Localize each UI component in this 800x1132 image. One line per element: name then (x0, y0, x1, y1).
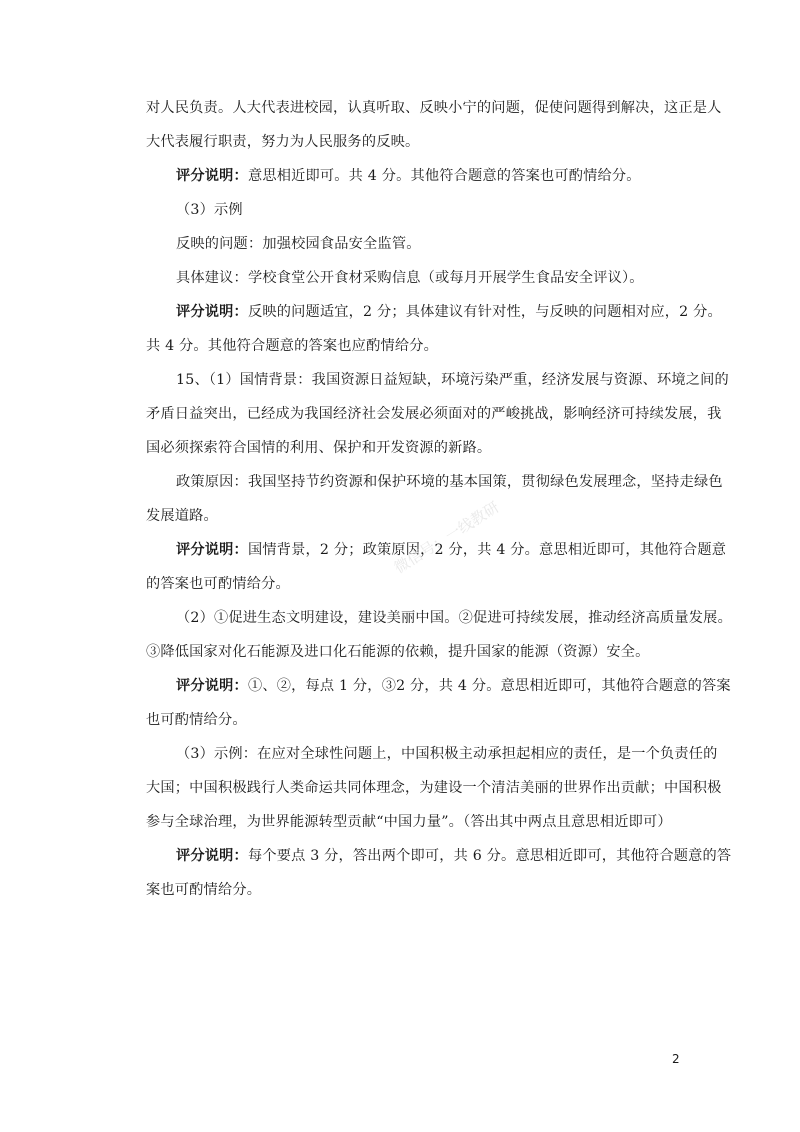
text-line: 每个要点 3 分，答出两个即可，共 6 分。意思相近即可，其他符合题意的答 (247, 848, 732, 864)
text-line: 共 4 分。其他符合题意的答案也应酌情给分。 (146, 338, 439, 354)
scoring-note (176, 166, 696, 186)
text-line: 反映的问题适宜，2 分；具体建议有针对性，与反映的问题相对应，2 分。 (247, 304, 722, 320)
watermark: 微信号：一线教研 (391, 498, 503, 577)
page-number: 2 (672, 1052, 680, 1066)
text-line: （3）示例 (176, 202, 243, 218)
text-line: 政策原因：我国坚持节约资源和保护环境的基本国策，贯彻绿色发展理念，坚持走绿色 (176, 474, 723, 490)
text-line: 参与全球治理，为世界能源转型贡献“中国力量”。（答出其中两点且意思相近即可） (146, 814, 672, 830)
text-line: 国情背景，2 分；政策原因，2 分，共 4 分。意思相近即可，其他符合题意 (247, 542, 727, 558)
text-line: 对人民负责。人大代表进校园，认真听取、反映小宁的问题，促使问题得到解决，这正是人 (146, 100, 722, 116)
text-line: 发展道路。 (146, 508, 218, 524)
text-line: 的答案也可酌情给分。 (146, 576, 290, 592)
scoring-note (176, 846, 732, 866)
text-line: 矛盾日益突出，已经成为我国经济社会发展必须面对的严峻挑战，影响经济可持续发展，我 (146, 406, 722, 422)
scoring-note (176, 676, 731, 696)
scoring-label: 评分说明： (176, 304, 248, 320)
text-line: 大国；中国积极践行人类命运共同体理念，为建设一个清洁美丽的世界作出贡献；中国积极 (146, 780, 722, 796)
scoring-label: 评分说明： (176, 848, 248, 864)
text-line: 15、（1）国情背景：我国资源日益短缺，环境污染严重，经济发展与资源、环境之间的 (176, 372, 729, 388)
text-line: ③降低国家对化石能源及进口化石能源的依赖，提升国家的能源（资源）安全。 (146, 644, 650, 660)
scoring-label: 评分说明： (176, 678, 248, 694)
text-line: 意思相近即可。共 4 分。其他符合题意的答案也可酌情给分。 (247, 168, 641, 184)
text-line: ①、②，每点 1 分，③2 分，共 4 分。意思相近即可，其他符合题意的答案 (247, 678, 731, 694)
scoring-label: 评分说明： (176, 168, 248, 184)
scoring-label: 评分说明： (176, 542, 248, 558)
text-line: 也可酌情给分。 (146, 712, 247, 728)
text-line: 具体建议：学校食堂公开食材采购信息（或每月开展学生食品安全评议）。 (176, 270, 644, 286)
scoring-note (176, 302, 722, 322)
text-line: 案也可酌情给分。 (146, 882, 262, 898)
text-line: （2）①促进生态文明建设，建设美丽中国。②促进可持续发展，推动经济高质量发展。 (176, 610, 732, 626)
text-line: 大代表履行职责，努力为人民服务的反映。 (146, 134, 420, 150)
text-line: （3）示例：在应对全球性问题上，中国积极主动承担起相应的责任，是一个负责任的 (176, 746, 718, 762)
text-line: 反映的问题：加强校园食品安全监管。 (176, 236, 421, 252)
text-line: 国必须探索符合国情的利用、保护和开发资源的新路。 (146, 440, 492, 456)
